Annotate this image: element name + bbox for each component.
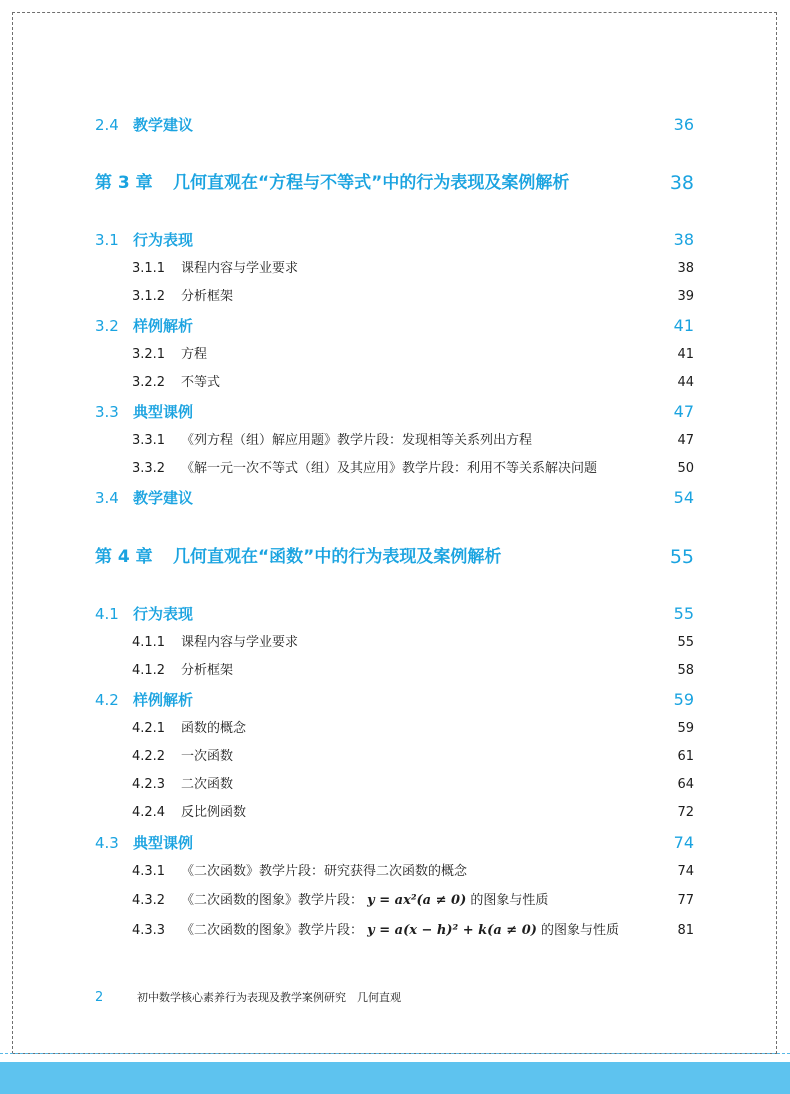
chapter-title: 几何直观在“方程与不等式”中的行为表现及案例解析 — [173, 173, 570, 193]
page-number: 50 — [677, 461, 694, 476]
section-title: 行为表现 — [133, 231, 194, 249]
subsection-title: 函数的概念 — [181, 721, 247, 736]
section-number: 3.4 — [95, 489, 119, 507]
page-number: 55 — [677, 635, 694, 650]
subsection-title: 一次函数 — [181, 749, 234, 764]
subsection-number: 4.2.1 — [132, 721, 166, 736]
section-title: 典型课例 — [133, 834, 194, 852]
toc-section-4-2[interactable] — [95, 689, 694, 711]
toc-subsection-4-1-1[interactable] — [95, 633, 694, 653]
toc-section-2-4[interactable] — [95, 114, 694, 136]
title-suffix: 的图象与性质 — [541, 923, 620, 938]
page-number: 38 — [673, 230, 694, 249]
page-number: 59 — [677, 721, 694, 736]
subsection-number: 4.3.3 — [132, 923, 166, 938]
subsection-number: 3.3.2 — [132, 461, 166, 476]
subsection-title: 《二次函数》教学片段：研究获得二次函数的概念 — [181, 864, 468, 879]
subsection-title — [181, 921, 619, 941]
chapter-number: 第 4 章 — [95, 547, 153, 567]
page-number: 72 — [677, 805, 694, 820]
section-number: 3.3 — [95, 403, 119, 421]
subsection-number: 3.3.1 — [132, 433, 166, 448]
section-title: 样例解析 — [133, 317, 194, 335]
subsection-number: 4.1.2 — [132, 663, 166, 678]
toc-section-4-1[interactable] — [95, 603, 694, 625]
subsection-title: 反比例函数 — [181, 805, 247, 820]
toc-chapter-3[interactable] — [95, 168, 694, 198]
subsection-number: 4.2.4 — [132, 805, 166, 820]
subsection-number: 4.1.1 — [132, 635, 166, 650]
title-prefix: 《二次函数的图象》教学片段： — [181, 923, 364, 938]
section-number: 4.3 — [95, 834, 119, 852]
toc-section-3-4[interactable] — [95, 487, 694, 509]
subsection-number: 4.3.1 — [132, 864, 166, 879]
section-title: 行为表现 — [133, 605, 194, 623]
section-number: 3.1 — [95, 231, 119, 249]
toc-subsection-4-2-1[interactable] — [95, 719, 694, 739]
page-number: 36 — [673, 115, 694, 134]
toc-subsection-4-3-1[interactable] — [95, 862, 694, 882]
section-number: 4.2 — [95, 691, 119, 709]
page-number: 74 — [677, 864, 694, 879]
toc-section-4-3[interactable] — [95, 832, 694, 854]
toc-subsection-4-1-2[interactable] — [95, 661, 694, 681]
section-title: 教学建议 — [133, 116, 194, 134]
chapter-title: 几何直观在“函数”中的行为表现及案例解析 — [173, 547, 502, 567]
toc-section-3-3[interactable] — [95, 401, 694, 423]
toc-subsection-4-3-2[interactable] — [95, 891, 694, 911]
subsection-number: 4.3.2 — [132, 893, 166, 908]
subsection-title — [181, 891, 548, 911]
section-title: 样例解析 — [133, 691, 194, 709]
section-title: 典型课例 — [133, 403, 194, 421]
section-title: 教学建议 — [133, 489, 194, 507]
toc-subsection-3-3-2[interactable] — [95, 459, 694, 479]
section-number: 2.4 — [95, 116, 119, 134]
page-number: 41 — [673, 316, 694, 335]
toc-section-3-2[interactable] — [95, 315, 694, 337]
bottom-color-band — [0, 1062, 790, 1094]
toc-section-3-1[interactable] — [95, 229, 694, 251]
page-number: 61 — [677, 749, 694, 764]
toc-chapter-4[interactable] — [95, 542, 694, 572]
subsection-number: 3.2.2 — [132, 375, 166, 390]
page-number: 81 — [677, 923, 694, 938]
subsection-number: 3.1.1 — [132, 261, 166, 276]
subsection-number: 4.2.2 — [132, 749, 166, 764]
toc-subsection-3-1-1[interactable] — [95, 259, 694, 279]
page-number: 59 — [673, 690, 694, 709]
title-prefix: 《二次函数的图象》教学片段： — [181, 893, 364, 908]
toc-subsection-4-2-3[interactable] — [95, 775, 694, 795]
page-number: 64 — [677, 777, 694, 792]
page-number: 39 — [677, 289, 694, 304]
subsection-number: 3.2.1 — [132, 347, 166, 362]
page-number: 77 — [677, 893, 694, 908]
toc-subsection-4-2-4[interactable] — [95, 803, 694, 823]
page-number: 74 — [673, 833, 694, 852]
toc-subsection-3-2-1[interactable] — [95, 345, 694, 365]
toc-subsection-3-1-2[interactable] — [95, 287, 694, 307]
title-suffix: 的图象与性质 — [470, 893, 549, 908]
subsection-number: 4.2.3 — [132, 777, 166, 792]
toc-subsection-4-2-2[interactable] — [95, 747, 694, 767]
subsection-title: 课程内容与学业要求 — [181, 635, 299, 650]
subsection-title: 不等式 — [181, 375, 221, 390]
page-number: 41 — [677, 347, 694, 362]
math-formula: y = ax²(a ≠ 0) — [367, 893, 467, 908]
subsection-title: 分析框架 — [181, 289, 234, 304]
subsection-title: 《解一元一次不等式（组）及其应用》教学片段：利用不等关系解决问题 — [181, 461, 598, 476]
footer-book-title: 初中数学核心素养行为表现及教学案例研究 几何直观 — [137, 991, 401, 1004]
subsection-title: 二次函数 — [181, 777, 234, 792]
page-number: 47 — [673, 402, 694, 421]
subsection-title: 方程 — [181, 347, 208, 362]
subsection-title: 《列方程（组）解应用题》教学片段：发现相等关系列出方程 — [181, 433, 533, 448]
page-number: 47 — [677, 433, 694, 448]
section-number: 3.2 — [95, 317, 119, 335]
subsection-title: 分析框架 — [181, 663, 234, 678]
subsection-title: 课程内容与学业要求 — [181, 261, 299, 276]
toc-subsection-4-3-3[interactable] — [95, 921, 694, 941]
toc-subsection-3-2-2[interactable] — [95, 373, 694, 393]
page-number: 55 — [669, 546, 694, 568]
subsection-number: 3.1.2 — [132, 289, 166, 304]
bottom-dashed-line — [0, 1053, 790, 1054]
section-number: 4.1 — [95, 605, 119, 623]
toc-subsection-3-3-1[interactable] — [95, 431, 694, 451]
page-number: 58 — [677, 663, 694, 678]
page-number: 54 — [673, 488, 694, 507]
page-number: 55 — [673, 604, 694, 623]
chapter-number: 第 3 章 — [95, 173, 153, 193]
page-number: 38 — [669, 172, 694, 194]
math-formula: y = a(x − h)² + k(a ≠ 0) — [367, 923, 537, 938]
page-number: 38 — [677, 261, 694, 276]
page-number: 44 — [677, 375, 694, 390]
footer-page-number: 2 — [95, 990, 104, 1005]
